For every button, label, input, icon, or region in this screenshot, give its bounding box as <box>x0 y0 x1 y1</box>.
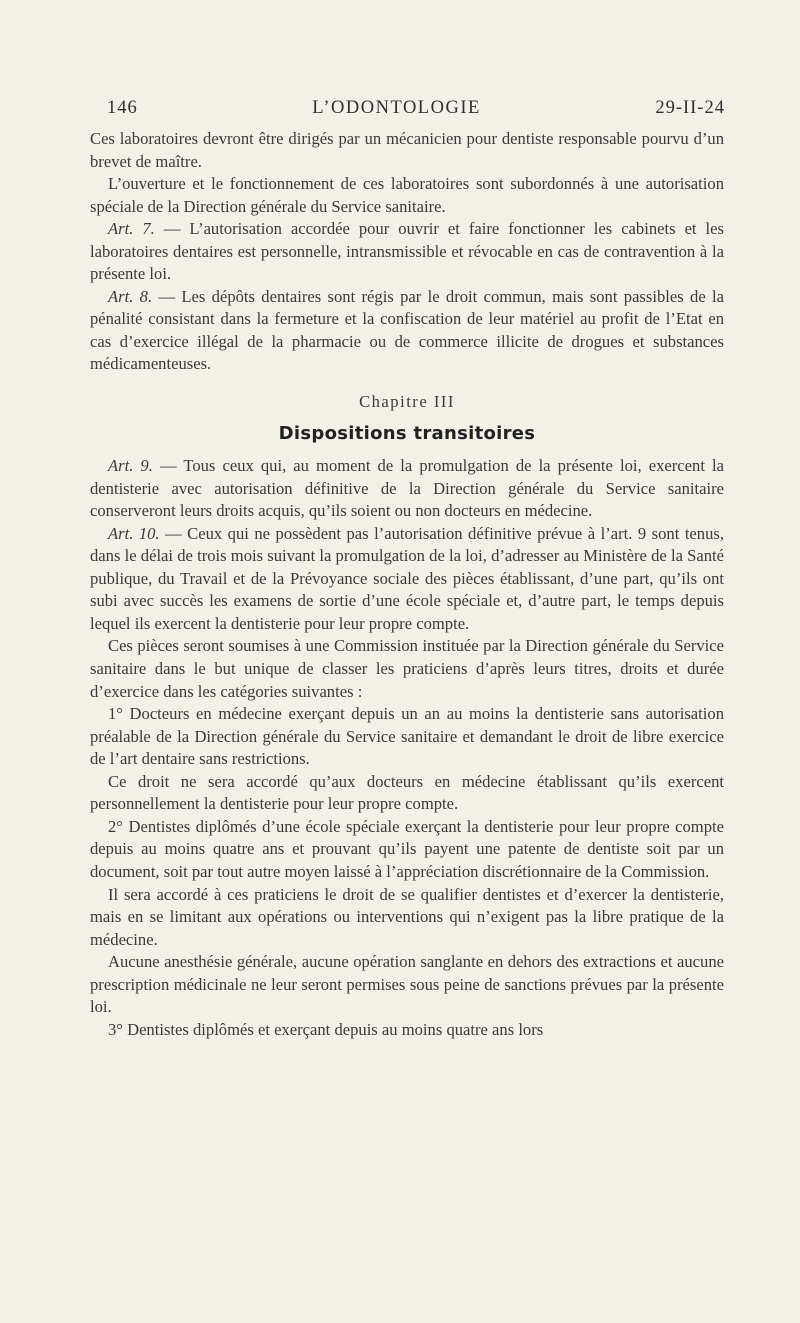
page-body <box>90 128 724 1041</box>
article-8: Art. 8. — Les dépôts dentaires sont régis par le droit commun, mais sont passibles de la pénalité consistant dans la fermeture et la confiscation de leur matériel au profit de l’Etat en cas d’exercice illégal de la pharmacie ou de commerce illicite de drogues et substances médicamenteuses. <box>90 286 724 374</box>
article-7: Art. 7. — L’autorisation accordée pour ouvrir et faire fonctionner les cabinets et les laboratoires dentaires est personnelle, intransmissible et révocable en cas de contravention à la présente loi. <box>90 219 724 284</box>
article-number: Art. 9. <box>108 456 153 476</box>
article-9: Art. 9. — Tous ceux qui, au moment de la promulgation de la présente loi, exercent la dentisterie avec autorisation définitive de la Direction générale du Service sanitaire conserveront leurs droits acquis, qu’ils soient ou non docteurs en médecine. <box>90 456 724 521</box>
paragraph: L’ouverture et le fonctionnement de ces laboratoires sont subordonnés à une autorisation spéciale de la Direction générale du Service sanitaire. <box>90 174 724 216</box>
article-number: Art. 7. <box>108 219 155 239</box>
paragraph: Ce droit ne sera accordé qu’aux docteurs en médecine établissant qu’ils exercent personnellement la dentisterie pour leur propre compte. <box>90 771 724 814</box>
paragraph: 1° Docteurs en médecine exerçant depuis un an au moins la dentisterie sans autorisation préalable de la Direction générale du Service sanitaire et demandant le droit de libre exercice de l’art dentaire sans restrictions. <box>90 704 724 769</box>
paragraph: Aucune anesthésie générale, aucune opération sanglante en dehors des extractions et aucune prescription médicinale ne leur seront permises sous peine de sanctions prévues par la présente loi. <box>90 952 724 1017</box>
article-number: Art. 10. <box>108 523 160 543</box>
journal-title: L’ODONTOLOGIE <box>312 98 481 118</box>
issue-date: 29-II-24 <box>655 98 725 118</box>
section-heading: Dispositions transitoires <box>278 422 536 444</box>
paragraph: Il sera accordé à ces praticiens le droit de se qualifier dentistes et d’exercer la dentisterie, mais en se limitant aux opérations ou interventions qui n’exigent pas la libre pratique de la médecine. <box>90 884 724 949</box>
page-number: 146 <box>107 98 138 118</box>
paragraph: Ces pièces seront soumises à une Commission instituée par la Direction générale du Service sanitaire dans le but unique de classer les praticiens d’après leurs titres, droits et durée d’exercice dans les catégories suivantes : <box>90 636 724 701</box>
running-header <box>107 98 725 119</box>
article-number: Art. 8. <box>108 286 153 306</box>
chapter-heading: Chapitre III <box>359 392 455 412</box>
paragraph: 2° Dentistes diplômés d’une école spéciale exerçant la dentisterie pour leur propre compte depuis au moins quatre ans et prouvant qu’ils payent une patente de dentiste soit par un document, soit par tout autre moyen laissé à l’appréciation discrétionnaire de la Commission. <box>90 816 724 881</box>
paragraph: 3° Dentistes diplômés et exerçant depuis au moins quatre ans lors <box>108 1019 544 1039</box>
paragraph: Ces laboratoires devront être dirigés par un mécanicien pour dentiste responsable pourvu d’un brevet de maître. <box>90 129 724 171</box>
article-10: Art. 10. — Ceux qui ne possèdent pas l’autorisation définitive prévue à l’art. 9 sont tenus, dans le délai de trois mois suivant la promulgation de la loi, d’adresser au Ministère de la Santé publique, du Travail et de la Prévoyance sociale des pièces établissant, d’une part, qu’ils ont subi avec succès les examens de sortie d’une école spéciale et, d’autre part, le temps depuis lequel ils exercent la dentisterie pour leur propre compte. <box>90 523 725 633</box>
